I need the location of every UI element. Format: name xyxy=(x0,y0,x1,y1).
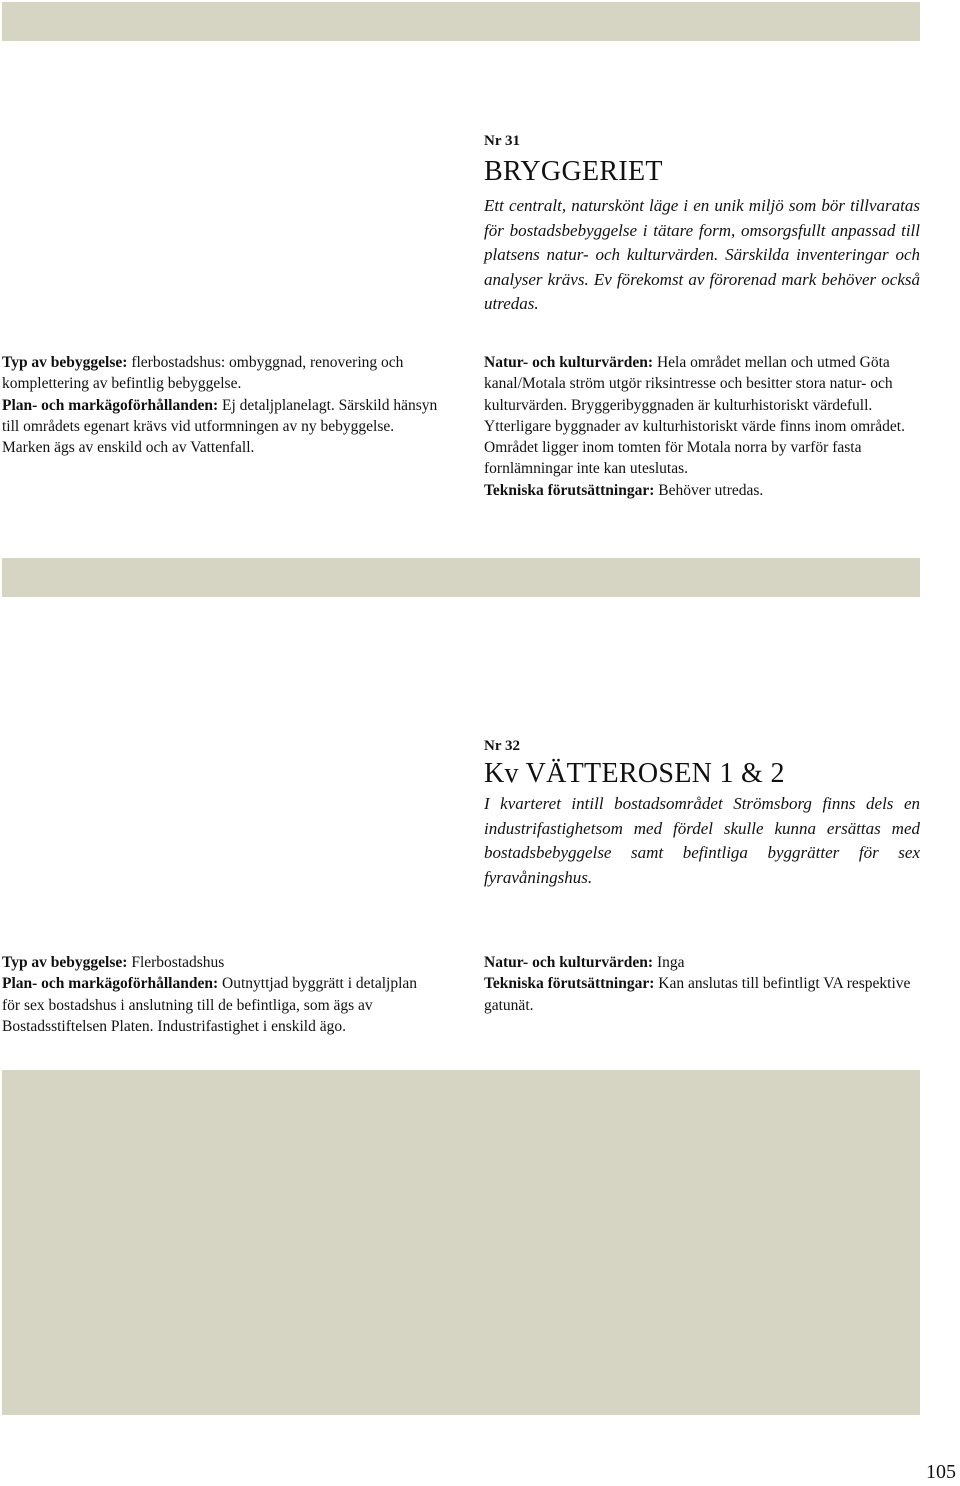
field-value: Outnyttjad byggrätt i detaljplan för sex bostadshus i anslutning till de befintliga, som ägs av Bostadsstiftelsen Platen. Industrifastighet i enskild ägo. xyxy=(2,975,418,1035)
right-column xyxy=(484,352,920,501)
field-label: Natur- och kulturvärden: xyxy=(484,354,654,371)
section-title: BRYGGERIET xyxy=(484,156,663,187)
section-number: Nr 31 xyxy=(484,133,520,149)
field-label: Tekniska förutsättningar: xyxy=(484,975,655,993)
building-type-paragraph xyxy=(2,952,438,973)
field-value: flerbostadshus: ombyggnad, renovering och komplettering av befintlig bebyggelse. xyxy=(2,354,404,393)
field-label: Typ av bebyggelse: xyxy=(2,354,128,371)
ownership-paragraph xyxy=(2,973,438,1037)
section-number: Nr 32 xyxy=(484,738,520,754)
ownership-paragraph xyxy=(2,395,438,459)
field-label: Typ av bebyggelse: xyxy=(2,954,128,971)
field-value: Ej detaljplanelagt. Särskild hänsyn till områdets egenart krävs vid utformningen av ny bebyggelse. Marken ägs av enskild och av Vattenfall. xyxy=(2,396,438,457)
field-value: Flerbostadshus xyxy=(127,954,225,971)
image-placeholder-top xyxy=(2,2,920,41)
right-column xyxy=(484,952,920,1016)
field-label: Plan- och markägoförhållanden: xyxy=(2,396,219,414)
page-number: 105 xyxy=(926,1461,956,1483)
left-column xyxy=(2,352,438,458)
technical-paragraph xyxy=(484,973,920,1016)
section-title: Kv VÄTTEROSEN 1 & 2 xyxy=(484,758,785,789)
image-placeholder-middle xyxy=(2,558,920,597)
field-label: Plan- och markägoförhållanden: xyxy=(2,975,219,993)
field-value: Inga xyxy=(653,954,685,971)
field-label: Tekniska förutsättningar: xyxy=(484,481,655,499)
building-type-paragraph xyxy=(2,352,438,395)
nature-culture-paragraph xyxy=(484,352,920,480)
field-label: Natur- och kulturvärden: xyxy=(484,954,654,971)
field-value: Kan anslutas till befintligt VA respektive gatunät. xyxy=(484,975,911,1014)
left-column xyxy=(2,952,438,1037)
technical-paragraph xyxy=(484,480,920,501)
image-placeholder-bottom xyxy=(2,1070,920,1415)
section-intro: Ett centralt, naturskönt läge i en unik miljö som bör tillvaratas för bostadsbebyggelse i tätare form, omsorgsfullt anpassad till platsens natur- och kulturvärden. Särskilda inventeringar och analyser krävs. Ev förekomst av förorenad mark behöver också utredas. xyxy=(484,196,920,313)
field-value: Behöver utredas. xyxy=(654,481,764,499)
nature-culture-paragraph xyxy=(484,952,920,973)
section-intro: I kvarteret intill bostadsområdet Strömsborg finns dels en industrifastighetsom med fördel skulle kunna ersättas med bostadsbebyggelse samt befintliga byggrätter för sex fyravåningshus. xyxy=(484,794,920,887)
field-value: Hela området mellan och utmed Göta kanal/Motala ström utgör riksintresse och besitter stora natur- och kulturvärden. Bryggeribyggnaden är kulturhistoriskt värdefull. Ytterligare byggnader av kulturhistoriskt värde finns inom området. Området ligger inom tomten för Motala norra by varför fasta fornlämningar inte kan uteslutas. xyxy=(484,354,905,478)
